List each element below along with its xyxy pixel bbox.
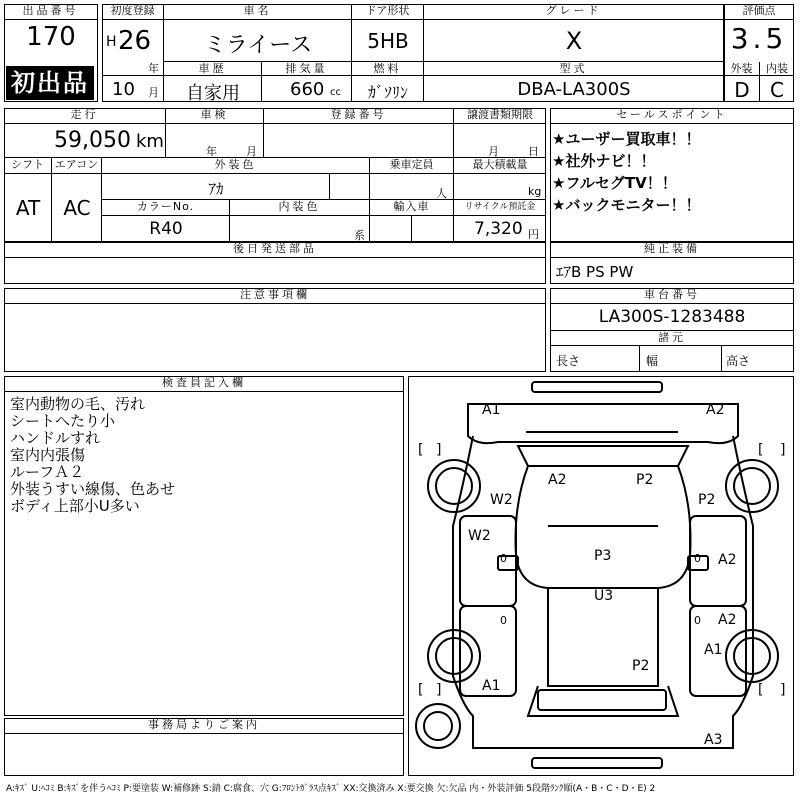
inspector-note: 室内動物の毛、汚れ xyxy=(10,395,146,413)
svg-text:[: [ xyxy=(758,442,764,458)
reg-label: 初度登録 xyxy=(102,4,164,20)
mark-zero: 0 xyxy=(500,614,507,627)
reg-month: 10 xyxy=(112,79,135,100)
transfer-day-unit: 日 xyxy=(528,145,539,158)
shift-label: シフト xyxy=(4,158,52,174)
sales-points xyxy=(552,128,700,216)
intcolor-label: 内装色 xyxy=(230,200,370,216)
lot-label: 出品番号 xyxy=(4,4,98,20)
model-label: 型式 xyxy=(424,62,724,76)
office-label: 事務局よりご案内 xyxy=(4,718,404,734)
mark-right-front: P2 xyxy=(698,492,716,508)
svg-text:]: ] xyxy=(780,442,786,458)
svg-text:]: ] xyxy=(436,682,442,698)
reg-year: 26 xyxy=(118,26,152,56)
svg-text:[: [ xyxy=(758,682,764,698)
inspector-note: シートへたり小 xyxy=(10,412,116,430)
notes-label: 注意事項欄 xyxy=(4,288,546,304)
sales-label: セールスポイント xyxy=(550,108,794,124)
mark-right-door2: A2 xyxy=(718,612,737,628)
model-code: DBA-LA300S xyxy=(517,79,631,100)
svg-text:[: [ xyxy=(418,682,424,698)
ac: AC xyxy=(63,196,91,220)
import-label: 輸入車 xyxy=(370,200,454,216)
mark-left-door: W2 xyxy=(468,528,491,544)
door-type: 5HB xyxy=(367,29,409,53)
disp-label: 排気量 xyxy=(262,62,352,76)
insp-year-unit: 年 xyxy=(206,145,217,158)
car-diagram xyxy=(408,376,794,776)
inspector-note: ボディ上部小U多い xyxy=(10,497,140,515)
mileage: 59,050 xyxy=(54,128,131,153)
mark-front-left: A1 xyxy=(482,402,501,418)
svg-text:]: ] xyxy=(780,682,786,698)
mark-roof: P3 xyxy=(594,548,612,564)
score: 3.5 xyxy=(730,22,788,55)
fuel: ｶﾞｿﾘﾝ xyxy=(367,83,408,102)
grade: X xyxy=(565,27,583,55)
inspector-label: 検査員記入欄 xyxy=(4,376,404,392)
load-label: 最大積載量 xyxy=(454,158,546,174)
lot-number: 170 xyxy=(26,22,76,52)
width-label: 幅 xyxy=(646,354,659,368)
capacity-unit: 人 xyxy=(436,187,447,200)
mark-rear: A3 xyxy=(704,732,723,748)
inspector-note: 室内内張傷 xyxy=(10,446,86,464)
ext-grade: D xyxy=(734,78,750,102)
sales-point: ★フルセグTV！！ xyxy=(552,174,677,192)
first-listing-badge: 初出品 xyxy=(6,66,94,100)
insp-month-unit: 月 xyxy=(246,145,257,158)
equipment-label: 純正装備 xyxy=(550,242,794,258)
length-label: 長さ xyxy=(556,354,581,368)
color-number: R40 xyxy=(149,219,183,239)
later-parts-label: 後日発送部品 xyxy=(4,242,546,258)
mark-trunk: P2 xyxy=(632,658,650,674)
sales-point: ★社外ナビ！！ xyxy=(552,152,656,170)
regno-label: 登録番号 xyxy=(264,108,454,124)
chassis-label: 車台番号 xyxy=(550,288,794,304)
score-label: 評価点 xyxy=(724,4,794,20)
recycle-unit: 円 xyxy=(528,228,539,241)
car-name: ミライース xyxy=(203,33,313,58)
grade-label: グレード xyxy=(424,4,724,20)
height-label: 高さ xyxy=(726,354,751,368)
transfer-month-unit: 月 xyxy=(488,145,499,158)
ac-label: エアコン xyxy=(52,158,102,174)
door-label: ドア形状 xyxy=(352,4,424,20)
mark-hood-left: A2 xyxy=(548,472,567,488)
legend: A:ｷｽﾞ U:ﾍｺﾐ B:ｷｽﾞを伴うﾍｺﾐ P:要塗装 W:補修跡 S:錆 C:腐食、穴 G:ﾌﾛﾝﾄｶﾞﾗｽ点ｷｽﾞ XX:交換済み X:要交換 欠:欠品 内・外装評価 5段階ﾗﾝｸ順(A・B・C・D・E) 2 xyxy=(6,784,656,794)
int-label: 内装 xyxy=(760,62,794,76)
month-unit: 月 xyxy=(148,86,159,99)
mark-right-rear: A1 xyxy=(704,642,723,658)
disp-unit: cc xyxy=(330,87,341,98)
history: 自家用 xyxy=(186,83,240,104)
displacement: 660 xyxy=(290,79,325,100)
mileage-unit: km xyxy=(136,131,164,152)
mark-left-rear: A1 xyxy=(482,678,501,694)
int-grade: C xyxy=(770,78,784,102)
carname-label: 車名 xyxy=(164,4,352,20)
sales-point: ★ユーザー買取車！！ xyxy=(552,130,701,148)
inspector-note: ルーフＡ２ xyxy=(10,463,85,481)
inspector-notes xyxy=(10,396,175,515)
intcolor-unit: 系 xyxy=(354,229,365,242)
shift: AT xyxy=(15,196,41,220)
mark-zero: 0 xyxy=(694,614,701,627)
mark-front-right: A2 xyxy=(706,402,725,418)
chassis-number: LA300S-1283488 xyxy=(598,307,746,327)
equipment: ｴｱB PS PW xyxy=(556,263,634,281)
ext-label: 外装 xyxy=(724,62,760,76)
mark-right-door1: A2 xyxy=(718,552,737,568)
year-unit: 年 xyxy=(148,62,159,75)
mark-hood-right: P2 xyxy=(636,472,654,488)
load-unit: kg xyxy=(528,185,542,198)
era: H xyxy=(106,34,117,50)
ext-color: ｱｶ xyxy=(208,180,224,198)
recycle-fee: 7,320 xyxy=(474,219,523,239)
recycle-label: リサイクル預託金 xyxy=(454,200,546,216)
transfer-label: 譲渡書類期限 xyxy=(454,108,546,124)
inspection-label: 車検 xyxy=(166,108,264,124)
mileage-label: 走行 xyxy=(4,108,166,124)
mark-left-front: W2 xyxy=(490,492,513,508)
sales-point: ★バックモニター！！ xyxy=(552,196,701,214)
capacity-label: 乗車定員 xyxy=(370,158,454,174)
svg-text:]: ] xyxy=(436,442,442,458)
color-label: 外装色 xyxy=(102,158,370,174)
mark-zero: 0 xyxy=(500,552,507,565)
inspector-note: ハンドルすれ xyxy=(10,429,101,447)
svg-text:[: [ xyxy=(418,442,424,458)
fuel-label: 燃料 xyxy=(352,62,424,76)
dims-label: 諸元 xyxy=(550,330,794,346)
colorno-label: カラーNo. xyxy=(102,200,230,216)
mark-roof2: U3 xyxy=(594,588,614,604)
mark-zero: 0 xyxy=(694,552,701,565)
history-label: 車歴 xyxy=(164,62,262,76)
inspector-note: 外装うすい線傷、色あせ xyxy=(10,480,176,498)
